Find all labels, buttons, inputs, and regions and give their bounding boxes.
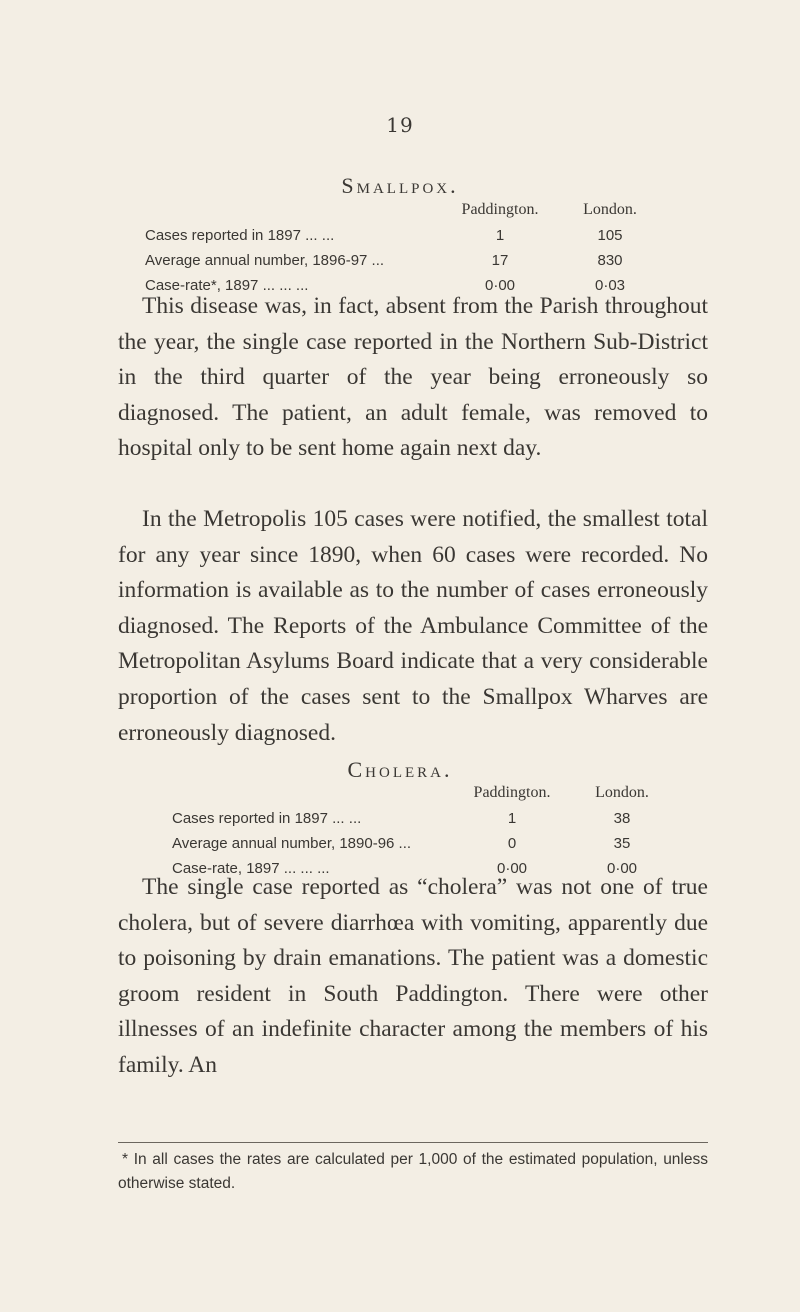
smallpox-heading: Smallpox. (341, 173, 459, 198)
smallpox-paragraph-2: In the Metropolis 105 cases were notified, the smallest total for any year since 1890, when 60 cases were recorded. No information is available as to the number of cases erroneously diagnosed. The Reports of the Ambulance Committee of the Metropolitan Asylums Board indicate that a very considerable proportion of the cases sent to the Smallpox Wharves are erroneously diagnosed. (118, 506, 708, 746)
column-header-london: London. (595, 784, 649, 801)
row-label: Cases reported in 1897 ... ... (172, 810, 362, 827)
paddington-value: 0 (507, 835, 517, 852)
london-value: 830 (597, 252, 623, 269)
paddington-value: 0·00 (496, 860, 528, 877)
london-value: 38 (613, 810, 631, 827)
table-header-row (172, 780, 677, 806)
row-label: Average annual number, 1896-97 ... (145, 252, 385, 269)
row-label: Case-rate, 1897 ... ... ... (172, 860, 330, 877)
page-number: 19 (386, 113, 414, 137)
london-value: 0·00 (606, 860, 638, 877)
column-header-paddington: Paddington. (461, 201, 539, 218)
cholera-table (172, 780, 677, 881)
paddington-value: 0·00 (484, 277, 516, 294)
row-label: Case-rate*, 1897 ... ... ... (145, 277, 309, 294)
table-row (172, 806, 677, 831)
paddington-value: 17 (491, 252, 509, 269)
table-row (172, 831, 677, 856)
column-header-paddington: Paddington. (473, 784, 551, 801)
row-label: Cases reported in 1897 ... ... (145, 227, 335, 244)
paddington-value: 1 (507, 810, 517, 827)
smallpox-paragraph-1: This disease was, in fact, absent from the Parish throughout the year, the single case reported in the Northern Sub-District in the third quarter of the year being erroneously so diagnosed. The patient, an adult female, was removed to hospital only to be sent home again next day. (118, 293, 708, 462)
column-header-london: London. (583, 201, 637, 218)
footnote: * In all cases the rates are calculated per 1,000 of the estimated population, unless otherwise stated. (118, 1151, 708, 1192)
cholera-paragraph: The single case reported as “cholera” was not one of true cholera, but of severe diarrhœa with vomiting, apparently due to poisoning by drain emanations. The patient was a domestic groom resident in South Paddington. There were other illnesses of an indefinite character among the members of his family. An (118, 874, 708, 1078)
table-header-row (145, 197, 665, 223)
cholera-heading: Cholera. (347, 757, 453, 782)
footnote-divider (118, 1142, 708, 1143)
table-row (145, 223, 665, 248)
london-value: 0·03 (594, 277, 626, 294)
smallpox-table (145, 197, 665, 298)
table-row (145, 248, 665, 273)
paddington-value: 1 (495, 227, 505, 244)
row-label: Average annual number, 1890-96 ... (172, 835, 412, 852)
london-value: 35 (613, 835, 631, 852)
london-value: 105 (597, 227, 623, 244)
